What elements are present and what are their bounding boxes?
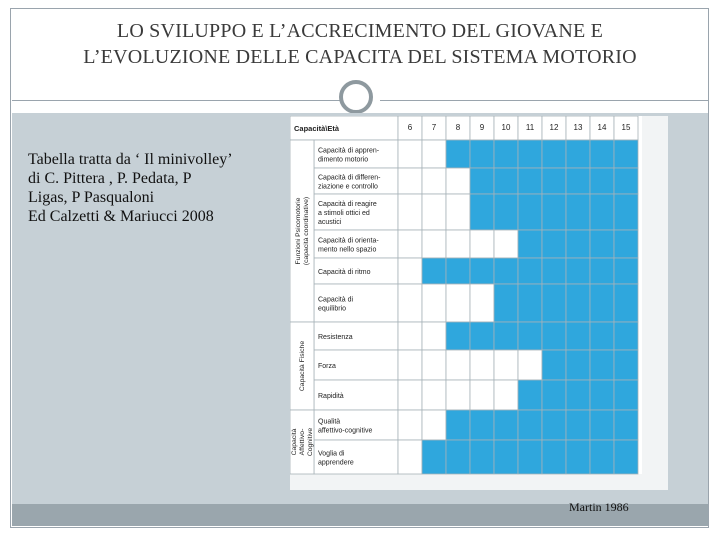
empty-cell [398,350,422,380]
empty-cell [446,350,470,380]
caption-line-3: Ligas, P Pasqualoni [28,189,155,206]
row-label: Voglia di [318,450,345,458]
filled-cell [542,350,566,380]
row-label: Resistenza [318,334,353,341]
filled-cell [566,230,590,258]
capacity-age-table [290,116,668,490]
empty-cell [446,380,470,410]
filled-cell [518,194,542,230]
filled-cell [542,410,566,440]
empty-cell [398,284,422,322]
empty-cell [422,350,446,380]
filled-cell [446,410,470,440]
filled-cell [518,440,542,474]
filled-cell [518,258,542,284]
empty-cell [398,230,422,258]
row-label: Capacità di reagire [318,201,377,208]
row-label: affettivo-cognitive [318,427,373,435]
empty-cell [422,230,446,258]
title-line-2: L’EVOLUZIONE DELLE CAPACITA DEL SISTEMA MOTORIO [83,46,637,68]
filled-cell [494,322,518,350]
filled-cell [446,140,470,168]
empty-cell [398,410,422,440]
row-label: Qualità [318,418,341,426]
filled-cell [542,284,566,322]
filled-cell [614,140,638,168]
filled-cell [446,440,470,474]
filled-cell [590,322,614,350]
empty-cell [422,284,446,322]
filled-cell [590,258,614,284]
age-header-label: 10 [501,123,511,132]
filled-cell [566,258,590,284]
group-label: Capacità Fisiche [299,340,306,392]
empty-cell [422,168,446,194]
filled-cell [566,284,590,322]
empty-cell [398,440,422,474]
row-label: apprendere [318,459,354,467]
filled-cell [494,258,518,284]
filled-cell [566,322,590,350]
filled-cell [518,284,542,322]
slide-title [12,18,708,70]
capacity-age-table-graphic [290,116,668,490]
caption-line-4: Ed Calzetti & Mariucci 2008 [28,208,214,225]
filled-cell [614,380,638,410]
filled-cell [566,194,590,230]
table-corner-label: Capacità\Età [294,124,340,133]
filled-cell [614,410,638,440]
row-label: acustici [318,219,342,226]
row-label: Rapidità [318,393,344,400]
source-credit: Martin 1986 [569,500,629,514]
row-label: equilibrio [318,305,347,313]
filled-cell [542,194,566,230]
filled-cell [590,350,614,380]
filled-cell [566,168,590,194]
filled-cell [446,258,470,284]
filled-cell [614,258,638,284]
filled-cell [542,440,566,474]
filled-cell [590,440,614,474]
filled-cell [542,140,566,168]
group-label: (capacità coordinative) [303,196,310,266]
filled-cell [470,140,494,168]
group-label: Funzioni Psicomotorie [295,197,302,265]
filled-cell [518,140,542,168]
empty-cell [446,230,470,258]
filled-cell [542,258,566,284]
filled-cell [590,284,614,322]
filled-cell [566,440,590,474]
filled-cell [518,410,542,440]
empty-cell [494,350,518,380]
filled-cell [614,194,638,230]
filled-cell [590,380,614,410]
filled-cell [542,168,566,194]
filled-cell [470,322,494,350]
empty-cell [494,230,518,258]
group-label: Capacità [291,428,298,456]
filled-cell [494,168,518,194]
row-label: dimento motorio [318,156,369,164]
age-header-label: 6 [407,123,413,132]
empty-cell [518,350,542,380]
group-label-cell [290,140,314,322]
empty-cell [446,168,470,194]
filled-cell [470,440,494,474]
empty-cell [398,258,422,284]
title-line-1: LO SVILUPPO E L’ACCRECIMENTO DEL GIOVANE E [116,20,604,42]
filled-cell [590,410,614,440]
table-caption [28,150,278,226]
empty-cell [470,284,494,322]
empty-cell [398,140,422,168]
age-header-label: 13 [573,123,583,132]
filled-cell [566,380,590,410]
empty-cell [398,380,422,410]
empty-cell [398,322,422,350]
filled-cell [614,168,638,194]
age-header-label: 12 [549,123,559,132]
row-label: Forza [318,363,336,370]
filled-cell [494,140,518,168]
row-label: Capacità di ritmo [318,269,371,276]
age-header-label: 14 [597,123,607,132]
empty-cell [422,380,446,410]
filled-cell [470,194,494,230]
filled-cell [518,168,542,194]
filled-cell [590,230,614,258]
age-header-label: 11 [525,123,535,132]
empty-cell [422,410,446,440]
filled-cell [470,410,494,440]
empty-cell [470,380,494,410]
empty-cell [422,194,446,230]
filled-cell [446,322,470,350]
filled-cell [590,140,614,168]
row-label: Capacità di differen- [318,174,381,182]
empty-cell [422,140,446,168]
group-label: Cognitive [307,427,314,457]
empty-cell [446,284,470,322]
filled-cell [590,194,614,230]
group-label: Affettivo- [299,428,306,456]
filled-cell [422,258,446,284]
title-divider-right [380,100,708,101]
filled-cell [614,284,638,322]
row-label: Capacità di appren- [318,147,380,155]
filled-cell [494,410,518,440]
filled-cell [614,440,638,474]
filled-cell [590,168,614,194]
filled-cell [614,350,638,380]
empty-cell [494,380,518,410]
filled-cell [566,410,590,440]
age-header-label: 15 [621,123,631,132]
filled-cell [614,322,638,350]
caption-line-1: Tabella tratta da ‘ Il minivolley’ [28,151,233,168]
empty-cell [446,194,470,230]
filled-cell [542,380,566,410]
caption-line-2: di C. Pittera , P. Pedata, P [28,170,192,187]
filled-cell [494,440,518,474]
filled-cell [470,258,494,284]
circle-ornament-icon [339,80,373,114]
filled-cell [494,284,518,322]
row-label: mento nello spazio [318,246,377,254]
empty-cell [470,350,494,380]
filled-cell [542,322,566,350]
filled-cell [422,440,446,474]
filled-cell [518,230,542,258]
empty-cell [422,322,446,350]
age-header-label: 7 [431,123,437,132]
filled-cell [494,194,518,230]
filled-cell [614,230,638,258]
filled-cell [542,230,566,258]
row-label: ziazione e controllo [318,183,378,191]
row-label: a stimoli ottici ed [318,210,370,217]
age-header-label: 9 [479,123,485,132]
filled-cell [470,168,494,194]
row-label: Capacità di orienta- [318,237,379,245]
empty-cell [398,168,422,194]
row-label: Capacità di [318,296,354,304]
filled-cell [518,380,542,410]
filled-cell [518,322,542,350]
title-divider-left [12,100,342,101]
filled-cell [566,140,590,168]
filled-cell [566,350,590,380]
age-header-label: 8 [455,123,461,132]
empty-cell [398,194,422,230]
empty-cell [470,230,494,258]
